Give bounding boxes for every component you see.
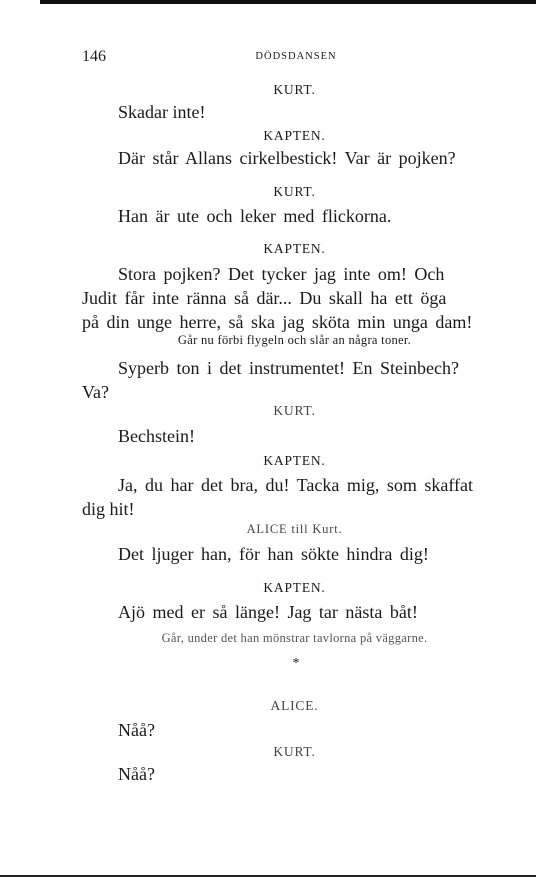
dialogue-line: Skadar inte! [118,102,206,122]
dialogue-line: Bechstein! [118,426,195,446]
stage-direction: Går, under det han mönstrar tavlorna på väggarne. [161,631,428,645]
dialogue-block [82,262,507,334]
dialogue-block [82,146,507,170]
dialogue-line: Nåå? [118,720,155,740]
dialogue-block [82,424,507,448]
dialogue-line: Syperb ton i det instrumentet! En Steinbech? [118,358,459,378]
dialogue-line: Det ljuger han, för han sökte hindra dig! [118,544,429,564]
speaker-label: KAPTEN. [263,128,326,143]
dialogue-line: Han är ute och leker med flickorna. [118,206,392,226]
speaker-label: KURT. [273,184,316,199]
speaker-label: KAPTEN. [263,241,326,256]
speaker-label: KAPTEN. [263,580,326,595]
dialogue-line: på din unge herre, så ska jag sköta min unga dam! [82,312,473,332]
dialogue-line: Stora pojken? Det tycker jag inte om! Och [118,264,445,284]
scene-separator: * [292,656,300,671]
running-head: DÖDSDANSEN [255,51,337,62]
dialogue-line: dig hit! [82,499,135,519]
speaker-label: ALICE. [270,698,319,713]
dialogue-block [82,542,507,566]
speaker-label: KURT. [273,403,316,418]
dialogue-block [82,762,507,786]
dialogue-line: Nåå? [118,764,155,784]
speaker-label: KAPTEN. [263,453,326,468]
dialogue-block [82,356,507,404]
top-rule [40,0,536,4]
dialogue-line: Judit får inte ränna så där... Du skall ha ett öga [82,288,447,308]
dialogue-line: Där står Allans cirkelbestick! Var är pojken? [118,148,456,168]
speaker-label: ALICE till Kurt. [246,522,343,536]
dialogue-block [82,100,507,124]
dialogue-line: Ajö med er så länge! Jag tar nästa båt! [118,602,418,622]
speaker-label: KURT. [273,744,316,759]
dialogue-block [82,204,507,228]
dialogue-block [82,473,507,521]
dialogue-line: Ja, du har det bra, du! Tacka mig, som skaffat [118,475,473,495]
stage-direction: Går nu förbi flygeln och slår an några toner. [177,333,412,347]
dialogue-block [82,718,507,742]
dialogue-block [82,600,507,624]
dialogue-line: Va? [82,382,109,402]
speaker-label: KURT. [273,82,316,97]
page-number: 146 [82,48,106,65]
